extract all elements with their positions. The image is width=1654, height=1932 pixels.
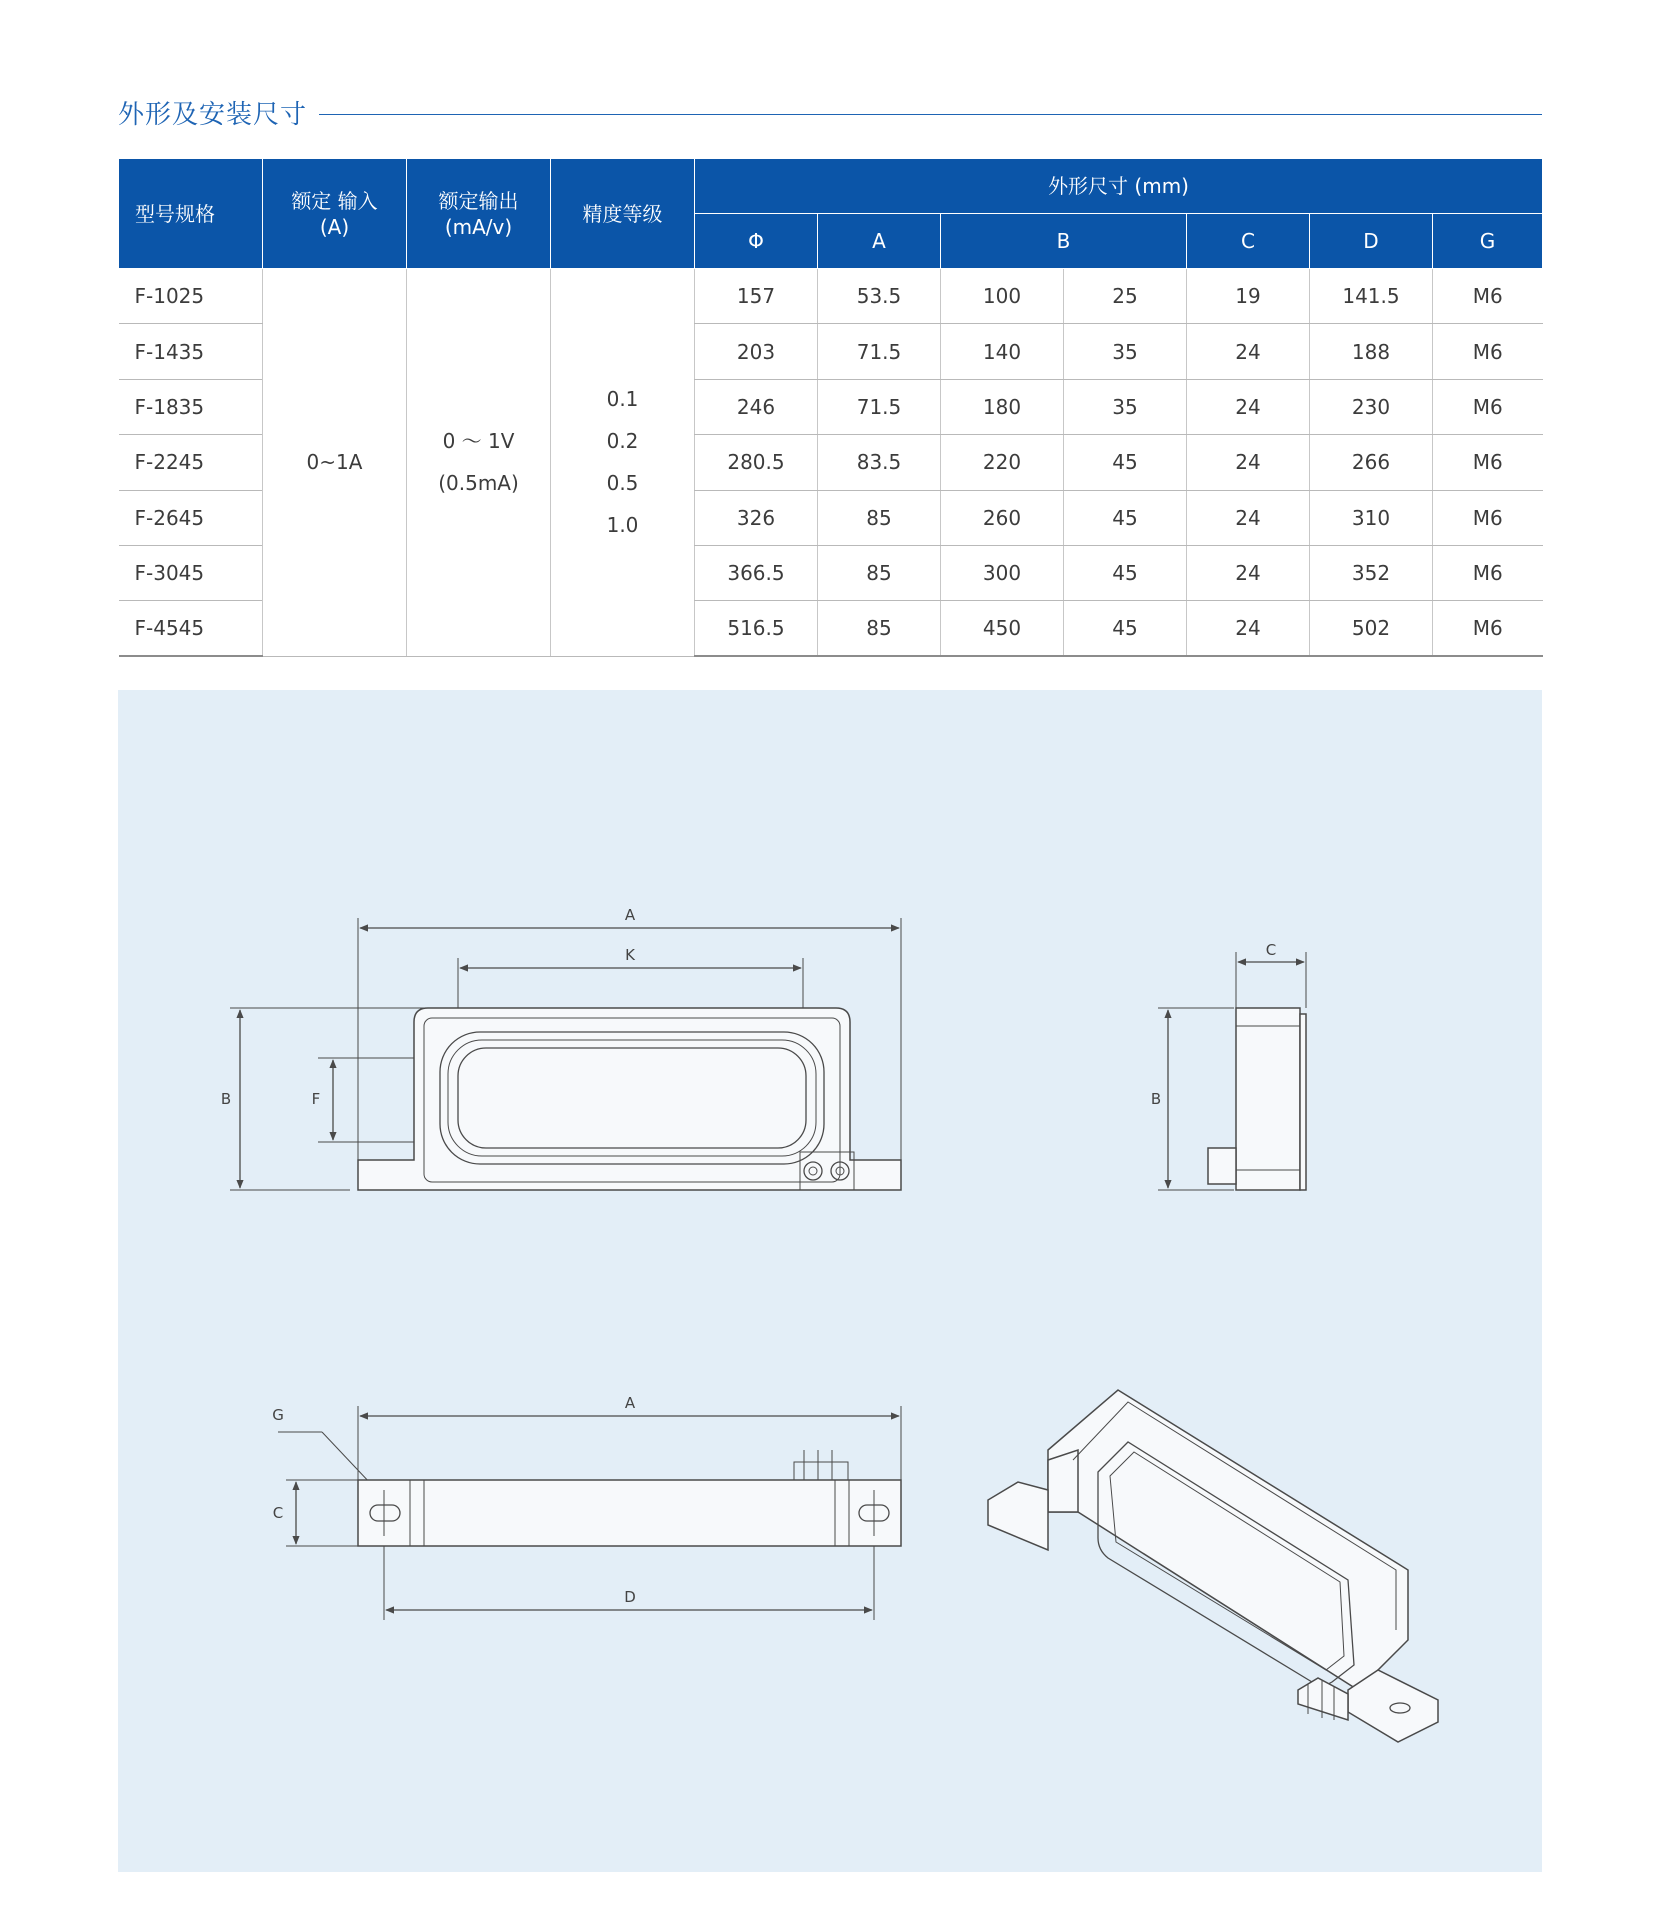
cell-c: 45 [1064,545,1187,600]
cell-phi: 246 [695,379,818,434]
cell-e: 230 [1310,379,1433,434]
cell-g: M6 [1433,379,1543,434]
header-rated-input-line2: (A) [319,214,350,239]
cell-b: 180 [941,379,1064,434]
cell-phi: 516.5 [695,601,818,656]
cell-d: 24 [1187,435,1310,490]
cell-b: 300 [941,545,1064,600]
isometric-view-drawing [988,1390,1438,1742]
cell-a: 85 [818,601,941,656]
cell-accuracy [551,269,695,657]
accuracy-class: 0.2 [606,429,639,454]
header-dim-phi: Φ [695,214,818,269]
header-rated-input-line1: 额定 输入 [291,188,378,213]
cell-b: 140 [941,324,1064,379]
cell-phi: 326 [695,490,818,545]
cell-b: 220 [941,435,1064,490]
cell-c: 45 [1064,490,1187,545]
bottom-dim-d-label: D [624,1588,636,1606]
cell-a: 85 [818,490,941,545]
cell-a: 71.5 [818,324,941,379]
cell-d: 19 [1187,269,1310,324]
cell-phi: 203 [695,324,818,379]
header-rated-output-line1: 额定输出 [438,188,519,213]
cell-d: 24 [1187,379,1310,434]
cell-g: M6 [1433,324,1543,379]
cell-d: 24 [1187,601,1310,656]
header-rated-output-line2: (mA/v) [444,214,513,239]
cell-a: 53.5 [818,269,941,324]
front-dim-b-label: B [220,1090,232,1108]
accuracy-class: 0.5 [606,471,639,496]
cell-rated-output-line2: (0.5mA) [438,471,519,496]
front-view-drawing [221,906,901,1190]
cell-model: F-4545 [119,601,263,656]
cell-rated-input: 0~1A [263,269,407,657]
drawing-panel [118,690,1542,1872]
front-dim-a-label: A [624,906,636,924]
cell-g: M6 [1433,269,1543,324]
cell-e: 141.5 [1310,269,1433,324]
cell-e: 352 [1310,545,1433,600]
cell-phi: 157 [695,269,818,324]
cell-d: 24 [1187,490,1310,545]
cell-e: 502 [1310,601,1433,656]
header-rated-output [407,159,551,269]
accuracy-class: 1.0 [606,513,639,538]
cell-model: F-3045 [119,545,263,600]
cell-a: 83.5 [818,435,941,490]
header-dim-a: A [818,214,941,269]
dimensions-table [118,158,1543,657]
header-dim-b: B [941,214,1187,269]
cell-rated-output [407,269,551,657]
side-dim-b-label: B [1150,1090,1162,1108]
cell-model: F-2645 [119,490,263,545]
cell-c: 25 [1064,269,1187,324]
cell-e: 188 [1310,324,1433,379]
header-accuracy: 精度等级 [551,159,695,269]
cell-d: 24 [1187,545,1310,600]
cell-g: M6 [1433,435,1543,490]
cell-e: 266 [1310,435,1433,490]
cell-phi: 366.5 [695,545,818,600]
cell-c: 35 [1064,379,1187,434]
header-dimensions: 外形尺寸 (mm) [695,159,1543,214]
cell-a: 85 [818,545,941,600]
bottom-dim-a-label: A [624,1394,636,1412]
front-dim-f-label: F [311,1090,321,1108]
section-header [118,92,1542,132]
cell-model: F-1025 [119,269,263,324]
header-dim-g: G [1433,214,1543,269]
cell-b: 260 [941,490,1064,545]
cell-rated-output-line1: 0 ～ 1V [442,429,515,454]
side-view-drawing [1151,941,1306,1190]
technical-drawings [118,690,1542,1872]
header-model: 型号规格 [119,159,263,269]
cell-g: M6 [1433,601,1543,656]
header-dim-c: C [1187,214,1310,269]
cell-g: M6 [1433,545,1543,600]
bottom-view-drawing [272,1394,901,1620]
cell-model: F-1435 [119,324,263,379]
cell-phi: 280.5 [695,435,818,490]
cell-b: 450 [941,601,1064,656]
side-dim-c-label: C [1265,941,1277,959]
cell-c: 45 [1064,435,1187,490]
accuracy-class: 0.1 [606,387,639,412]
cell-model: F-1835 [119,379,263,434]
header-dim-d: D [1310,214,1433,269]
section-divider [319,114,1542,115]
table-header-row [119,159,1543,214]
bottom-dim-g-label: G [272,1406,284,1424]
cell-a: 71.5 [818,379,941,434]
cell-d: 24 [1187,324,1310,379]
header-rated-input [263,159,407,269]
table-row [119,269,1543,324]
cell-b: 100 [941,269,1064,324]
cell-c: 45 [1064,601,1187,656]
bottom-dim-c-label: C [272,1504,284,1522]
cell-g: M6 [1433,490,1543,545]
cell-c: 35 [1064,324,1187,379]
cell-e: 310 [1310,490,1433,545]
section-title: 外形及安装尺寸 [118,99,308,130]
cell-model: F-2245 [119,435,263,490]
front-dim-k-label: K [625,946,635,964]
